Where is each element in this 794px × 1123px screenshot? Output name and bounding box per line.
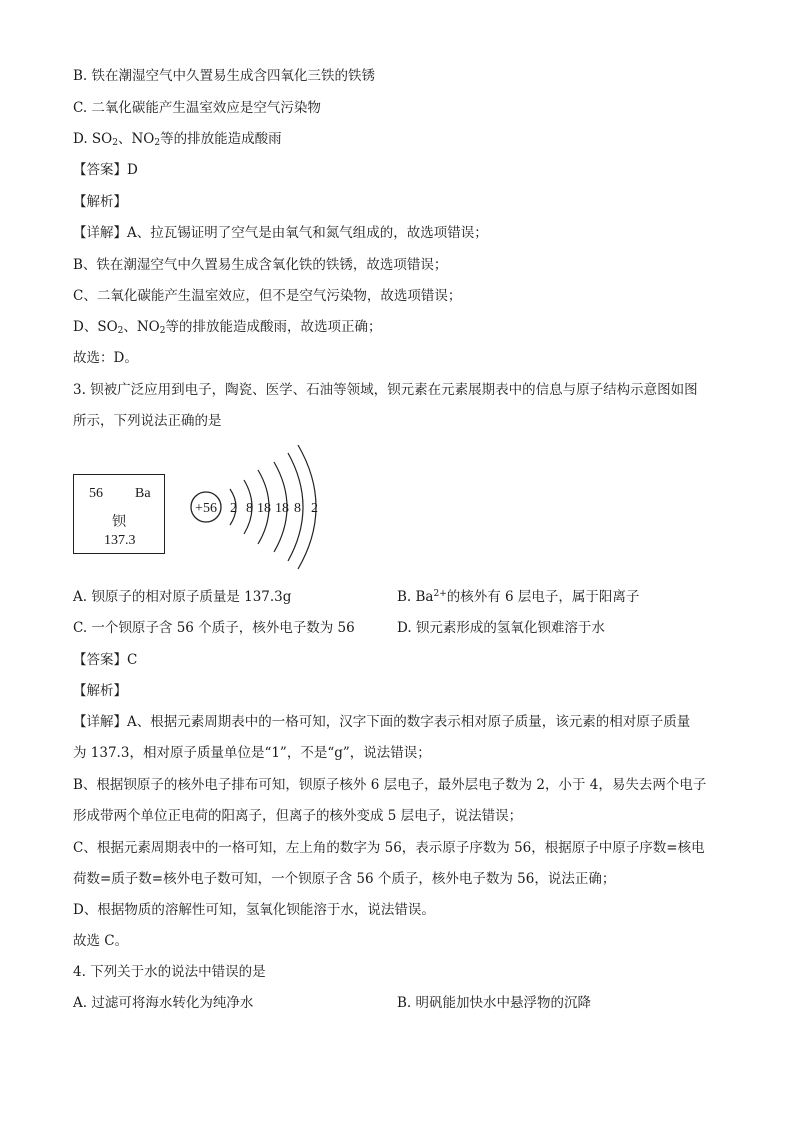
q3-detail-a1: 【详解】A、根据元素周期表中的一格可知，汉字下面的数字表示相对原子质量，该元素的相对原子质量	[73, 714, 691, 730]
q2-detail-a: 【详解】A、拉瓦锡证明了空气是由氧气和氮气组成的，故选项错误；	[73, 225, 488, 241]
q4-option-b: B. 明矾能加快水中悬浮物的沉降	[397, 995, 592, 1011]
nucleus-charge: +56	[195, 501, 217, 516]
q3-answer: 【答案】C	[73, 652, 138, 668]
q2-conclusion: 故选：D。	[73, 350, 138, 366]
q2-option-d	[73, 129, 282, 149]
q4-option-a: A. 过滤可将海水转化为纯净水	[73, 995, 254, 1011]
q2-option-b: B. 铁在潮湿空气中久置易生成含四氧化三铁的铁锈	[73, 68, 376, 84]
q2-option-d-sub1: 2	[112, 138, 118, 148]
q3-option-d: D. 钡元素形成的氢氧化钡难溶于水	[397, 620, 605, 636]
q3-detail-c2: 荷数=质子数=核外电子数可知，一个钡原子含 56 个质子，核外电子数为 56，说法正确；	[73, 871, 616, 887]
q3-conclusion: 故选 C。	[73, 933, 129, 949]
atomic-number: 56	[89, 486, 103, 501]
q2-detail-d-sub2: 2	[159, 326, 166, 336]
q3-stem-line2: 所示，下列说法正确的是	[73, 413, 222, 429]
element-name: 钡	[112, 515, 126, 530]
q2-detail-d-suffix: 等的排放能造成酸雨，故选项正确；	[165, 319, 382, 335]
q2-detail-b: B、铁在潮湿空气中久置易生成含氧化铁的铁锈，故选项错误；	[73, 257, 448, 273]
shell-count-2: 8	[246, 501, 253, 516]
q2-detail-d-sub1: 2	[117, 326, 124, 336]
q2-detail-d	[73, 317, 382, 337]
q2-option-d-mid: 、NO	[117, 131, 155, 147]
shell-count-1: 2	[230, 501, 237, 516]
q2-option-c: C. 二氧化碳能产生温室效应是空气污染物	[73, 100, 321, 116]
shell-count-3: 18	[257, 501, 271, 516]
q2-option-d-sub2: 2	[154, 138, 161, 148]
q3-option-b-sup: 2+	[433, 589, 447, 599]
periodic-table-cell	[73, 474, 165, 554]
q2-detail-c: C、二氧化碳能产生温室效应，但不是空气污染物，故选项错误；	[73, 288, 462, 304]
q3-analysis-label: 【解析】	[73, 683, 127, 699]
q3-option-c: C. 一个钡原子含 56 个质子，核外电子数为 56	[73, 620, 355, 636]
q2-detail-d-mid: 、NO	[123, 319, 160, 335]
q3-option-a: A. 钡原子的相对原子质量是 137.3g	[73, 589, 292, 605]
q3-detail-d: D、根据物质的溶解性可知，氢氧化钡能溶于水，说法错误。	[73, 902, 435, 918]
q2-detail-d-prefix: D、SO	[73, 319, 118, 335]
q2-option-d-prefix: D. SO	[73, 131, 113, 147]
q3-detail-b1: B、根据钡原子的核外电子排布可知，钡原子核外 6 层电子，最外层电子数为 2，小于 4，易失去两个电子	[73, 777, 707, 793]
q2-analysis-label: 【解析】	[73, 194, 127, 210]
q3-stem-line1: 3. 钡被广泛应用到电子，陶瓷、医学、石油等领域，钡元素在元素展期表中的信息与原子结构示意图如图	[73, 382, 698, 398]
q3-option-b-suffix: 的核外有 6 层电子，属于阳离子	[446, 589, 640, 605]
element-symbol: Ba	[135, 486, 151, 501]
q4-stem: 4. 下列关于水的说法中错误的是	[73, 964, 266, 980]
q3-option-b-prefix: B. Ba	[397, 589, 434, 605]
q2-answer: 【答案】D	[73, 162, 138, 178]
q3-detail-b2: 形成带两个单位正电荷的阳离子，但离子的核外变成 5 层电子，说法错误；	[73, 808, 523, 824]
shell-count-5: 8	[294, 501, 301, 516]
q3-option-b	[397, 587, 639, 607]
q3-detail-a2: 为 137.3，相对原子质量单位是“1”，不是“g”，说法错误；	[73, 745, 431, 761]
atomic-structure-diagram	[186, 440, 336, 570]
q3-detail-c1: C、根据元素周期表中的一格可知，左上角的数字为 56，表示原子序数为 56，根据原子中原子序数=核电	[73, 840, 705, 856]
atomic-mass: 137.3	[104, 533, 136, 548]
q2-option-d-suffix: 等的排放能造成酸雨	[160, 131, 282, 147]
shell-count-4: 18	[275, 501, 289, 516]
shell-count-6: 2	[311, 501, 318, 516]
